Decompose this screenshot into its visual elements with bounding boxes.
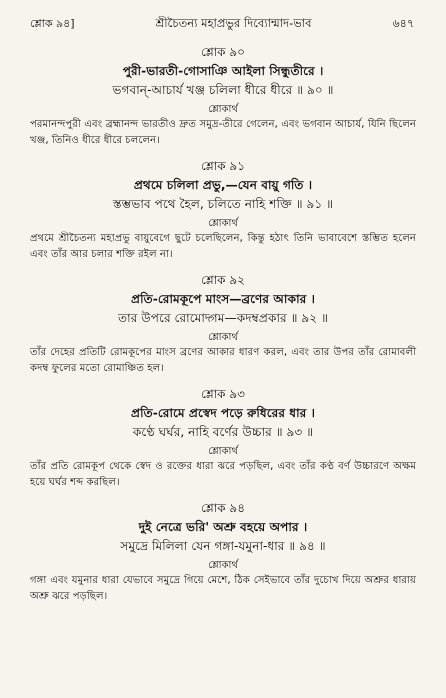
translation-text: তাঁর দেহের প্রতিটি রোমকূপের মাংস ব্রণের আকার ধারণ করল, এবং তার উপর তাঁর রোমাবলী কদম্ব ফুলের মতো রোমাঞ্চিত হল।: [30, 347, 416, 374]
header-verse-range: শ্লোক ৯৪]: [30, 17, 75, 30]
sloka-number: শ্লোক ৯০: [201, 45, 245, 59]
verse-line: প্রতি-রোমকূপে মাংস—ব্রণের আকার ।: [131, 292, 315, 306]
verse-line: সমুদ্রে মিলিলা যেন গঙ্গা-যমুনা-ধার ॥ ৯৪ ॥: [120, 539, 326, 553]
sloka-block-93: [30, 387, 416, 491]
sloka-number: শ্লোক ৯৪: [201, 501, 245, 515]
verse-line: প্রথমে চলিলা প্রভু,—যেন বায়ু গতি ।: [133, 178, 313, 192]
sloka-block-91: [30, 159, 416, 263]
translation-heading: শ্লোকার্থ: [208, 446, 238, 457]
sloka-number: শ্লোক ৯৩: [201, 387, 245, 401]
translation-text: প্রথমে শ্রীচৈতন্য মহাপ্রভু বায়ুবেগে ছুটে চলেছিলেন, কিন্তু হঠাৎ তিনি ভাবাবেশে স্তম্ভিত হলেন এবং তাঁর আর চলার শক্তি রইল না।: [30, 233, 416, 260]
translation-heading: শ্লোকার্থ: [208, 104, 238, 115]
verse-line: কণ্ঠে ঘর্ঘর, নাহি বর্ণের উচ্চার ॥ ৯৩ ॥: [132, 425, 314, 439]
verse-line: পুরী-ভারতী-গোসাঞি আইলা সিন্ধুতীরে ।: [122, 64, 324, 78]
translation-text: পরমানন্দপুরী এবং ব্রহ্মানন্দ ভারতীও দ্রুত সমুদ্র-তীরে গেলেন, এবং ভগবান আচার্য, যিনি ছিলেন খঞ্জ, তিনিও ধীরে ধীরে চললেন।: [30, 119, 416, 146]
header-title: শ্রীচৈতন্য মহাপ্রভুর দিব্যোন্মাদ-ভাব: [155, 16, 312, 30]
translation-heading: শ্লোকার্থ: [208, 560, 238, 571]
sloka-block-92: [30, 273, 416, 377]
page-number: ৬৪৭: [392, 17, 414, 30]
verse-line: দুই নেত্রে ভরি' অশ্রু বহয়ে অপার ।: [138, 520, 308, 534]
translation-heading: শ্লোকার্থ: [208, 218, 238, 229]
verse-line: স্তম্ভভাব পথে হৈল, চলিতে নাহি শক্তি ॥ ৯১ ॥: [112, 197, 334, 211]
sloka-block-90: [30, 45, 416, 149]
sloka-number: শ্লোক ৯১: [201, 159, 245, 173]
verse-line: তার উপরে রোমোদ্গম—কদম্বপ্রকার ॥ ৯২ ॥: [118, 311, 328, 325]
verse-line: ভগবান্‌-আচার্য খঞ্জ চলিলা ধীরে ধীরে ॥ ৯০ ॥: [112, 83, 334, 97]
translation-heading: শ্লোকার্থ: [208, 332, 238, 343]
sloka-number: শ্লোক ৯২: [201, 273, 245, 287]
translation-text: গঙ্গা এবং যমুনার ধারা যেভাবে সমুদ্রে গিয়ে মেশে, ঠিক সেইভাবে তাঁর দুচোখ দিয়ে অশ্রুর ধারায় অশ্রু ঝরে পড়ছিল।: [30, 575, 416, 602]
verse-line: প্রতি-রোমে প্রস্বেদ পড়ে রুধিরের ধার ।: [131, 406, 315, 420]
translation-text: তাঁর প্রতি রোমকূপ থেকে স্বেদ ও রক্তের ধারা ঝরে পড়ছিল, এবং তাঁর কণ্ঠ বর্ণ উচ্চারণে অক্ষম হয়ে ঘর্ঘর শব্দ করছিল।: [30, 461, 416, 488]
sloka-block-94: [30, 501, 416, 605]
running-header: [30, 16, 416, 35]
